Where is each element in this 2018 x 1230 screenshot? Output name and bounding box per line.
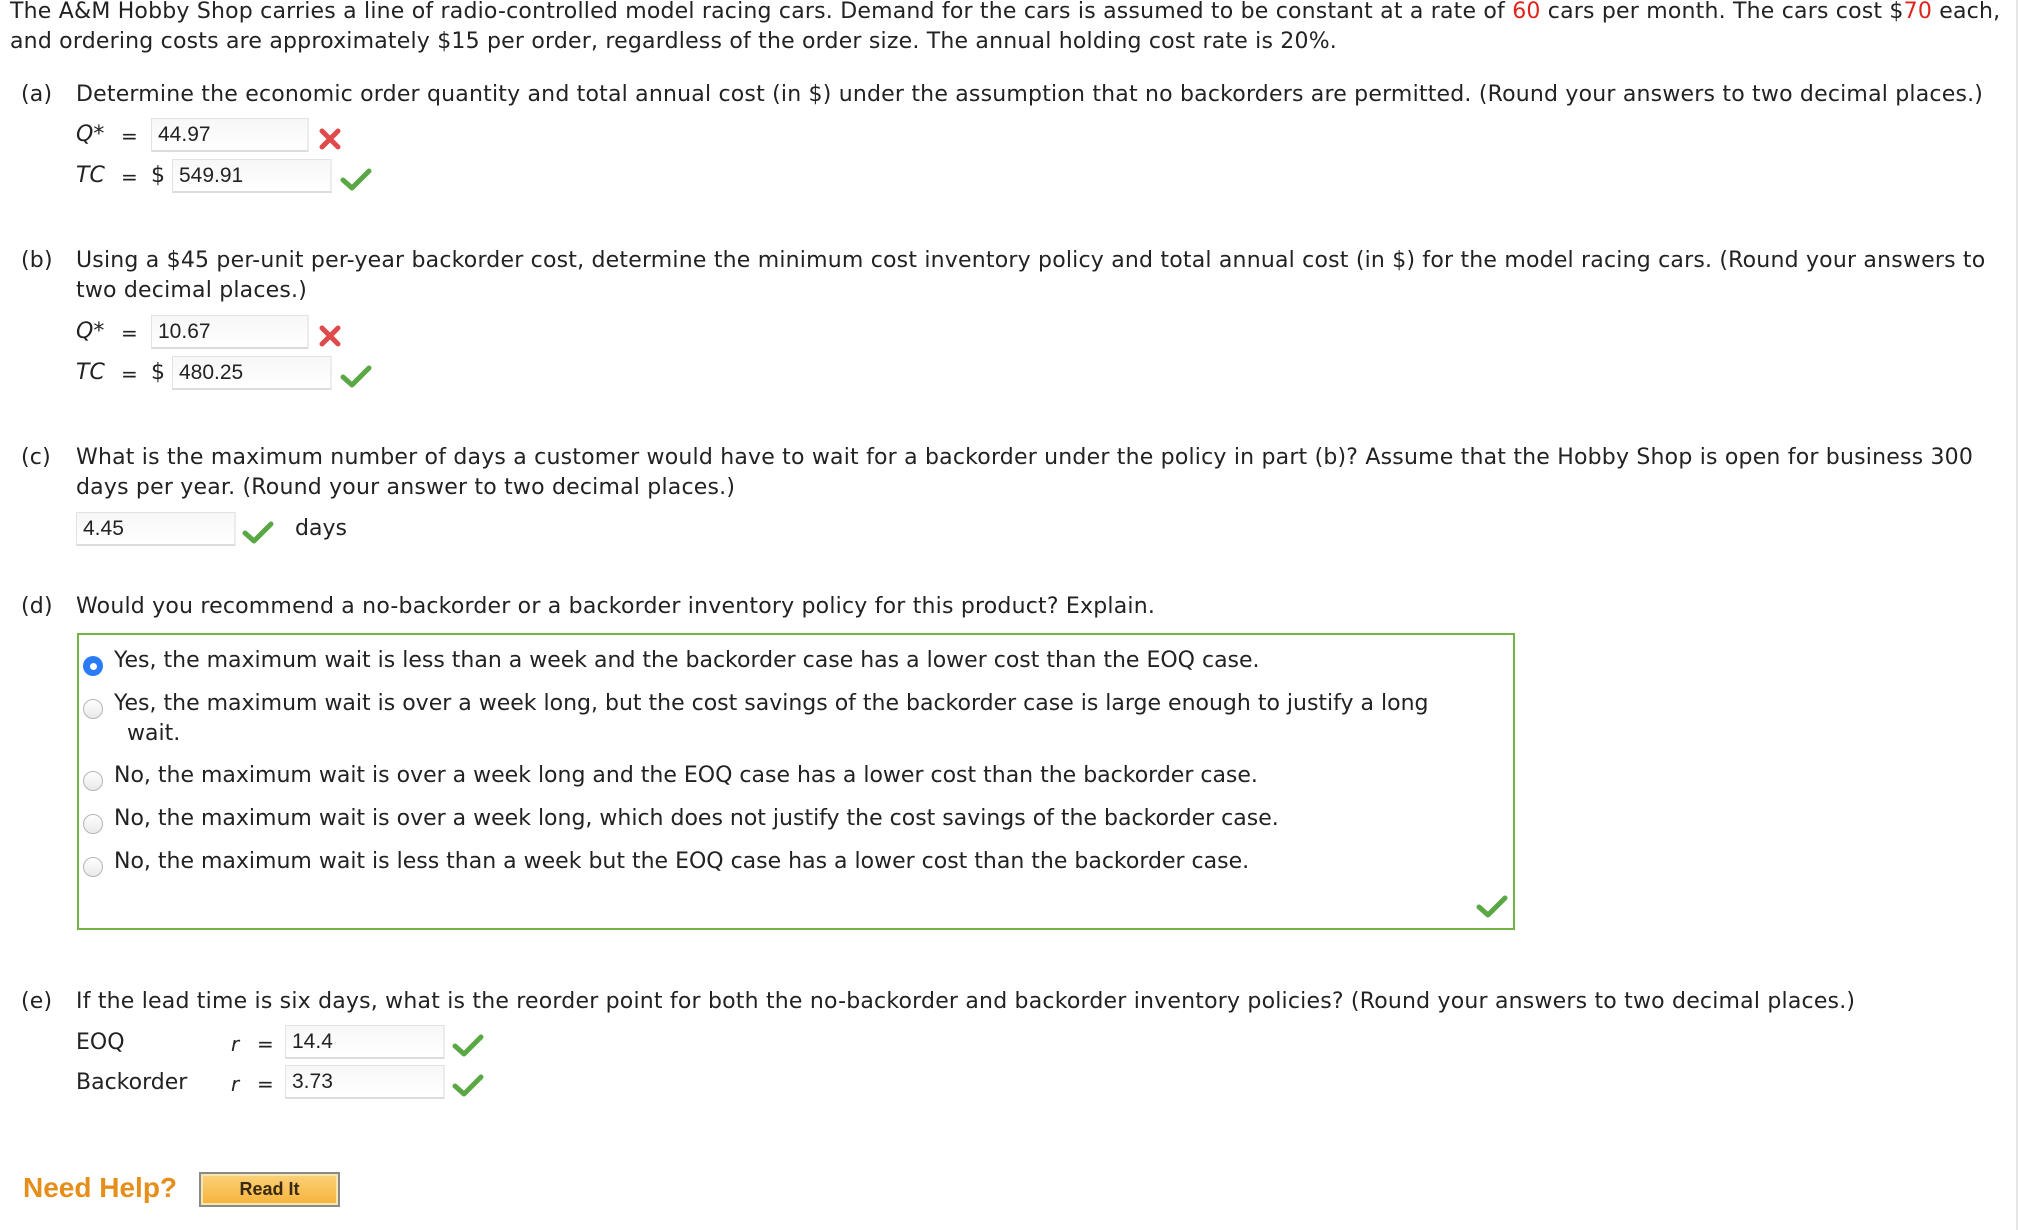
part-b-q-input[interactable]: 10.67 — [151, 315, 309, 349]
part-a-tc-label: TC — [76, 163, 105, 188]
option-1-label[interactable]: Yes, the maximum wait is less than a week and the backorder case has a lower cost than the EOQ case. — [114, 648, 1260, 673]
part-a-tc-input[interactable]: 549.91 — [172, 159, 332, 193]
part-e-question: If the lead time is six days, what is the reorder point for both the no-backorder and backorder inventory policies? (Round your answers to two decimal places.) — [76, 989, 1856, 1014]
x-icon — [316, 322, 344, 350]
option-2-label[interactable]: Yes, the maximum wait is over a week long, but the cost savings of the backorder case is large enough to justify a long — [114, 691, 1429, 716]
part-a-q-input[interactable]: 44.97 — [151, 118, 309, 152]
intro-line-1 — [10, 0, 2000, 27]
eoq-equals: = — [257, 1032, 274, 1056]
check-icon — [340, 363, 372, 391]
part-d-letter: (d) — [21, 594, 53, 619]
eoq-reorder-input[interactable]: 14.4 — [285, 1025, 445, 1059]
check-icon — [340, 166, 372, 194]
part-a-question: Determine the economic order quantity and total annual cost (in $) under the assumption that no backorders are permitted. (Round your answers to two decimal places.) — [76, 82, 1984, 107]
part-c-question-2: days per year. (Round your answer to two decimal places.) — [76, 475, 736, 500]
part-c-question-1: What is the maximum number of days a customer would have to wait for a backorder under the policy in part (b)? Assume that the Hobby Shop is open for business 300 — [76, 445, 1974, 470]
backorder-reorder-input[interactable]: 3.73 — [285, 1065, 445, 1099]
check-icon — [452, 1072, 484, 1100]
part-b-q-label: Q* — [76, 319, 105, 344]
part-b-letter: (b) — [21, 248, 53, 273]
part-c-letter: (c) — [21, 445, 51, 470]
part-b-dollar: $ — [151, 360, 165, 385]
intro-text-a: The A&M Hobby Shop carries a line of radio-controlled model racing cars. Demand for the cars is assumed to be constant at a rate of — [10, 0, 1513, 24]
part-c-days-input[interactable]: 4.45 — [76, 512, 236, 546]
part-e-letter: (e) — [21, 989, 53, 1014]
demand-value: 60 — [1512, 0, 1541, 24]
option-2-label-cont[interactable]: wait. — [127, 721, 181, 746]
radio-option-2[interactable] — [83, 699, 103, 719]
part-b-question-2: two decimal places.) — [76, 278, 308, 303]
backorder-r-label: r — [231, 1072, 240, 1096]
part-a-q-label: Q* — [76, 122, 105, 147]
backorder-label: Backorder — [76, 1070, 188, 1095]
part-b-question-1: Using a $45 per-unit per-year backorder cost, determine the minimum cost inventory policy and total annual cost (in $) for the model racing cars. (Round your answers to — [76, 248, 1986, 273]
check-icon — [452, 1032, 484, 1060]
radio-option-5[interactable] — [83, 857, 103, 877]
intro-text-b: cars per month. The cars cost $ — [1540, 0, 1904, 24]
radio-option-4[interactable] — [83, 814, 103, 834]
check-icon — [242, 519, 274, 547]
read-it-button[interactable]: Read It — [199, 1172, 340, 1207]
x-icon — [316, 125, 344, 153]
check-icon — [1476, 893, 1508, 921]
part-a-dollar: $ — [151, 163, 165, 188]
cost-value: 70 — [1903, 0, 1933, 24]
need-help-label: Need Help? — [23, 1172, 178, 1203]
radio-option-3[interactable] — [83, 771, 103, 791]
intro-text-c: each, — [1932, 0, 2001, 24]
part-a-letter: (a) — [21, 82, 53, 107]
eoq-label: EOQ — [76, 1030, 125, 1055]
part-b-q-equals: = — [121, 321, 138, 345]
part-a-tc-equals: = — [121, 165, 138, 189]
option-3-label[interactable]: No, the maximum wait is over a week long and the EOQ case has a lower cost than the backorder case. — [114, 763, 1258, 788]
part-b-tc-equals: = — [121, 362, 138, 386]
intro-line-2: and ordering costs are approximately $15 per order, regardless of the order size. The annual holding cost rate is 20%. — [10, 29, 1337, 54]
part-c-unit: days — [295, 516, 347, 541]
backorder-equals: = — [257, 1072, 274, 1096]
part-b-tc-label: TC — [76, 360, 105, 385]
part-d-question: Would you recommend a no-backorder or a backorder inventory policy for this product? Explain. — [76, 594, 1156, 619]
eoq-r-label: r — [231, 1032, 240, 1056]
option-4-label[interactable]: No, the maximum wait is over a week long, which does not justify the cost savings of the backorder case. — [114, 806, 1279, 831]
part-a-q-equals: = — [121, 124, 138, 148]
radio-option-1[interactable] — [83, 656, 103, 676]
option-5-label[interactable]: No, the maximum wait is less than a week but the EOQ case has a lower cost than the backorder case. — [114, 849, 1250, 874]
part-b-tc-input[interactable]: 480.25 — [172, 356, 332, 390]
